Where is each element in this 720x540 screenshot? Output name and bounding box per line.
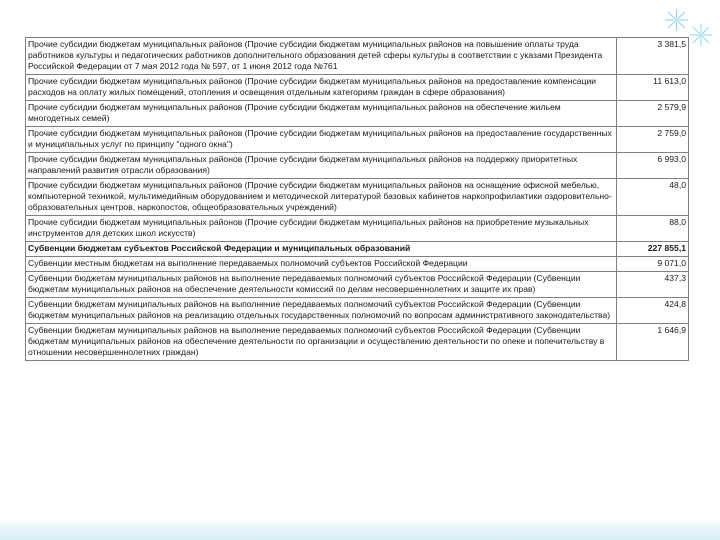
bottom-band bbox=[0, 518, 720, 540]
table-row bbox=[26, 216, 689, 242]
table-row bbox=[26, 101, 689, 127]
table-body bbox=[26, 38, 689, 361]
table-row bbox=[26, 75, 689, 101]
row-value: 48,0 bbox=[617, 179, 689, 216]
row-description: Прочие субсидии бюджетам муниципальных районов (Прочие субсидии бюджетам муниципальных районов на предоставление государственных и муниципальных услуг по принципу "одного окна") bbox=[26, 127, 617, 153]
table-row bbox=[26, 127, 689, 153]
row-description: Прочие субсидии бюджетам муниципальных районов (Прочие субсидии бюджетам муниципальных районов на приобретение музыкальных инструментов для детских школ искусств) bbox=[26, 216, 617, 242]
row-description: Прочие субсидии бюджетам муниципальных районов (Прочие субсидии бюджетам муниципальных районов на оснащение офисной мебелью, компьютерной техникой, мультимедийным оборудованием и методической литературой базовых кабинетов наркопрофилактики оздоровительно-образовательных центров, наркопостов, общеобразовательных учреждений) bbox=[26, 179, 617, 216]
table-row bbox=[26, 272, 689, 298]
table-row bbox=[26, 242, 689, 257]
row-description: Субвенции бюджетам муниципальных районов на выполнение передаваемых полномочий субъектов Российской Федерации (Субвенции бюджетам муниципальных районов на реализацию отдельных государственных полномочий по вопросам административного законодательства) bbox=[26, 298, 617, 324]
row-value: 11 613,0 bbox=[617, 75, 689, 101]
row-value: 1 646,9 bbox=[617, 324, 689, 361]
table-row bbox=[26, 257, 689, 272]
table-row bbox=[26, 324, 689, 361]
row-value: 88,0 bbox=[617, 216, 689, 242]
row-value: 6 993,0 bbox=[617, 153, 689, 179]
row-value: 227 855,1 bbox=[617, 242, 689, 257]
row-description: Субвенции бюджетам муниципальных районов на выполнение передаваемых полномочий субъектов Российской Федерации (Субвенции бюджетам муниципальных районов на обеспечение деятельности по организации и осуществлению деятельности по опеке и попечительству в отношении несовершеннолетних граждан) bbox=[26, 324, 617, 361]
row-description: Субвенции бюджетам муниципальных районов на выполнение передаваемых полномочий субъектов Российской Федерации (Субвенции бюджетам муниципальных районов на обеспечение деятельности комиссий по делам несовершеннолетних и защите их прав) bbox=[26, 272, 617, 298]
row-value: 9 071,0 bbox=[617, 257, 689, 272]
row-description: Прочие субсидии бюджетам муниципальных районов (Прочие субсидии бюджетам муниципальных районов на поддержку приоритетных направлений развития отрасли образования) bbox=[26, 153, 617, 179]
row-value: 2 759,0 bbox=[617, 127, 689, 153]
table-row bbox=[26, 298, 689, 324]
row-description: Прочие субсидии бюджетам муниципальных районов (Прочие субсидии бюджетам муниципальных районов на предоставление компенсации расходов на оплату жилых помещений, отопления и освещения отдельным категориям граждан в сфере образования) bbox=[26, 75, 617, 101]
row-value: 437,3 bbox=[617, 272, 689, 298]
row-value: 424,8 bbox=[617, 298, 689, 324]
row-description: Прочие субсидии бюджетам муниципальных районов (Прочие субсидии бюджетам муниципальных районов на повышение оплаты труда работников культуры и педагогических работников дополнительного образования детей сферы культуры в соответствии с указами Президента Российской Федерации от 7 мая 2012 года № 597, от 1 июня 2012 года №761 bbox=[26, 38, 617, 75]
table-row bbox=[26, 179, 689, 216]
row-description: Прочие субсидии бюджетам муниципальных районов (Прочие субсидии бюджетам муниципальных районов на обеспечение жильем многодетных семей) bbox=[26, 101, 617, 127]
table-row bbox=[26, 153, 689, 179]
row-description: Субвенции местным бюджетам на выполнение передаваемых полномочий субъектов Российской Федерации bbox=[26, 257, 617, 272]
row-value: 2 579,9 bbox=[617, 101, 689, 127]
row-value: 3 381,5 bbox=[617, 38, 689, 75]
subsidies-table bbox=[25, 37, 689, 361]
row-description: Субвенции бюджетам субъектов Российской Федерации и муниципальных образований bbox=[26, 242, 617, 257]
table-row bbox=[26, 38, 689, 75]
